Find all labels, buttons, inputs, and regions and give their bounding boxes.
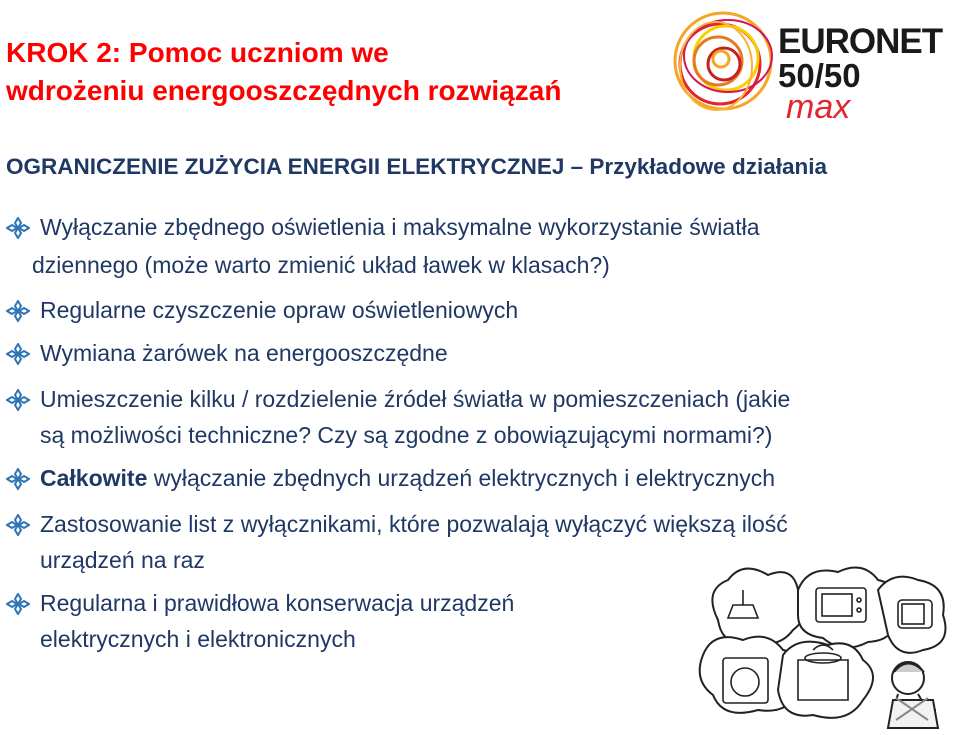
diamond-bullet-icon: [6, 217, 30, 239]
euronet-logo: [668, 6, 953, 126]
diamond-bullet-icon: [6, 300, 30, 322]
bullet-4-line-2: są możliwości techniczne? Czy są zgodne z obowiązującymi normami?): [40, 422, 773, 448]
logo-word-max: max: [786, 88, 851, 126]
bullet-3-line-1: Wymiana żarówek na energooszczędne: [40, 340, 448, 366]
bullet-2-line-1: Regularne czyszczenie opraw oświetleniowych: [40, 297, 519, 323]
diamond-bullet-icon: [6, 593, 30, 615]
title-line-2: wdrożeniu energooszczędnych rozwiązań: [6, 75, 562, 106]
bullet-5-line-1: [40, 459, 775, 497]
bullet-5-rest: wyłączanie zbędnych urządzeń elektrycznych i elektrycznych: [147, 465, 776, 491]
diamond-bullet-icon: [6, 389, 30, 411]
section-subheading: [6, 154, 827, 180]
bullet-4-line-1: Umieszczenie kilku / rozdzielenie źródeł światła w pomieszczeniach (jakie: [40, 386, 791, 412]
bullet-1-line-2: dziennego (może warto zmienić układ ławek w klasach?): [32, 252, 610, 278]
bullet-6-line-2: urządzeń na raz: [40, 547, 205, 573]
bullet-6-line-1: Zastosowanie list z wyłącznikami, które pozwalają wyłączyć większą ilość: [40, 511, 788, 537]
logo-word-euronet: EURONET: [778, 22, 943, 61]
household-appliances-illustration: [698, 560, 956, 730]
subheading-bold: OGRANICZENIE ZUŻYCIA ENERGII ELEKTRYCZNEJ: [6, 154, 565, 179]
subheading-rest: – Przykładowe działania: [564, 154, 827, 179]
bullet-1-line-1: Wyłączanie zbędnego oświetlenia i maksymalne wykorzystanie światła: [40, 214, 760, 240]
bullet-7-line-2: elektrycznych i elektronicznych: [40, 626, 356, 652]
slide-title: [6, 34, 666, 110]
bullet-5-bold: Całkowite: [40, 465, 148, 491]
diamond-bullet-icon: [6, 343, 30, 365]
title-line-1: KROK 2: Pomoc uczniom we: [6, 37, 389, 68]
logo-swirl-icon: [668, 6, 778, 126]
diamond-bullet-icon: [6, 514, 30, 536]
bullet-7-line-1: Regularna i prawidłowa konserwacja urządzeń: [40, 590, 515, 616]
diamond-bullet-icon: [6, 468, 30, 490]
logo-word-5050: 50/50: [778, 57, 861, 94]
